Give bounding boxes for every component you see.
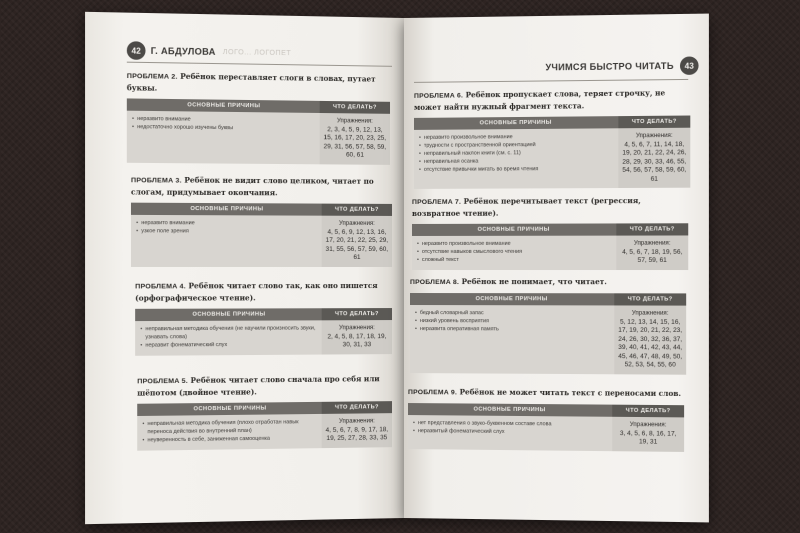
todo-header: ЧТО ДЕЛАТЬ? <box>612 405 684 418</box>
bullet-icon: • <box>416 256 419 263</box>
todo-header: ЧТО ДЕЛАТЬ? <box>322 204 392 216</box>
right-page <box>404 14 709 523</box>
cause-text: неуверенность в себе, заниженная самооценка <box>147 435 270 444</box>
problem-title <box>408 386 684 400</box>
list-item <box>413 427 607 437</box>
causes-list <box>412 236 616 270</box>
exercises-label: Упражнения: <box>633 240 671 247</box>
cause-text: сложный текст <box>421 256 459 263</box>
problem-table <box>412 223 688 269</box>
list-item <box>415 325 609 334</box>
problem-block <box>137 373 392 450</box>
cause-text: неправильная методика обучения (не научили произносить звуки, узнавать слова) <box>145 325 316 341</box>
open-book <box>92 18 720 518</box>
bullet-icon: • <box>142 437 145 444</box>
todo-header: ЧТО ДЕЛАТЬ? <box>616 223 688 235</box>
cause-text: трудности с пространственной ориентацией <box>423 142 536 149</box>
exercises-label: Упражнения: <box>336 118 373 125</box>
problem-table <box>137 401 392 450</box>
problem-text: Ребёнок пропускает слова, теряет строчку, не может найти нужный фрагмент текста. <box>413 88 666 112</box>
problem-title <box>127 70 390 97</box>
cause-text: неразвитый фонематический слух <box>417 428 505 435</box>
running-title-right: УЧИМСЯ БЫСТРО ЧИТАТЬ <box>545 60 674 73</box>
problem-text: Ребёнок читает слово сначала про себя или шёпотом (двойное чтение). <box>137 374 380 398</box>
problem-title <box>137 373 392 399</box>
causes-header: ОСНОВНЫЕ ПРИЧИНЫ <box>131 203 322 216</box>
problem-block <box>408 386 684 451</box>
problem-title <box>135 280 392 304</box>
problem-text: Ребёнок перечитывает текст (регрессия, возвратное чтение). <box>411 196 641 218</box>
exercises-numbers: 4, 5, 6, 7, 8, 9, 17, 18, 19, 25, 27, 28, 33, 35 <box>325 425 389 443</box>
bullet-icon: • <box>416 240 419 247</box>
bullet-icon: • <box>142 421 145 428</box>
problem-title <box>131 174 392 199</box>
causes-header: ОСНОВНЫЕ ПРИЧИНЫ <box>408 403 612 417</box>
problem-table <box>127 98 390 164</box>
cause-text: неразвито произвольное внимание <box>421 240 511 247</box>
exercises-label: Упражнения: <box>338 325 375 332</box>
exercises-numbers: 5, 12, 13, 14, 15, 16, 17, 19, 20, 21, 22, 23, 24, 26, 30, 32, 36, 37, 39, 40, 41, 42, 43, 44, 45, 46, 47, 48, 49, 50, 52, 53, 54, 55, 60 <box>618 318 683 369</box>
exercises-numbers: 4, 5, 6, 7, 18, 19, 56, 57, 59, 61 <box>622 248 683 264</box>
problem-label: ПРОБЛЕМА 8. <box>409 279 460 287</box>
bullet-icon: • <box>418 166 421 173</box>
causes-header: ОСНОВНЫЕ ПРИЧИНЫ <box>414 116 618 130</box>
exercises-cell <box>618 128 690 188</box>
problem-text: Ребёнок не видит слово целиком, читает по слогам, придумывает окончания. <box>130 175 374 198</box>
problem-block <box>410 276 686 374</box>
bullet-icon: • <box>136 228 139 235</box>
bullet-icon: • <box>136 220 139 227</box>
left-page <box>85 12 404 524</box>
bullet-icon: • <box>414 318 417 325</box>
problem-table <box>414 115 690 188</box>
exercises-numbers: 2, 4, 5, 8, 17, 18, 19, 30, 31, 33 <box>327 332 387 349</box>
list-item <box>136 227 316 236</box>
exercises-numbers: 4, 5, 6, 7, 11, 14, 18, 19, 20, 21, 22, 24, 26, 28, 29, 30, 33, 46, 55, 54, 56, 57, 58, 59, 60, 61 <box>622 140 687 183</box>
cause-text: неразвит фонематический слух <box>145 342 228 349</box>
problem-label: ПРОБЛЕМА 2. <box>126 72 178 81</box>
list-item <box>140 340 316 349</box>
bullet-icon: • <box>132 124 134 131</box>
bullet-icon: • <box>412 420 415 427</box>
problem-label: ПРОБЛЕМА 5. <box>137 377 188 386</box>
causes-header: ОСНОВНЫЕ ПРИЧИНЫ <box>135 308 322 321</box>
exercises-cell <box>322 413 392 448</box>
causes-list <box>131 215 322 267</box>
bullet-icon: • <box>418 134 421 141</box>
exercises-label: Упражнения: <box>635 132 673 140</box>
running-ghost-text: ЛОГО... ЛОГОПЕТ <box>222 48 292 57</box>
problem-label: ПРОБЛЕМА 3. <box>130 177 182 185</box>
list-item <box>417 256 611 264</box>
bullet-icon: • <box>414 326 417 333</box>
problem-text: Ребёнок читает слово так, как оно пишется (орфографическое чтение). <box>135 281 378 303</box>
causes-list <box>408 415 612 451</box>
cause-text: бедный словарный запас <box>419 310 484 317</box>
list-item <box>140 324 316 341</box>
exercises-cell <box>616 235 688 269</box>
bullet-icon: • <box>418 150 421 157</box>
causes-list <box>137 414 321 450</box>
problem-table <box>408 403 684 451</box>
todo-header: ЧТО ДЕЛАТЬ? <box>322 308 392 320</box>
bullet-icon: • <box>140 326 143 333</box>
exercises-label: Упражнения: <box>338 220 375 227</box>
exercises-label: Упражнения: <box>631 310 669 317</box>
problem-text: Ребёнок переставляет слоги в словах, путает буквы. <box>126 71 376 93</box>
exercises-cell <box>614 305 686 374</box>
todo-header: ЧТО ДЕЛАТЬ? <box>322 401 392 414</box>
list-item <box>132 123 315 133</box>
cause-text: неразвито внимание <box>137 115 191 123</box>
exercises-cell <box>322 216 392 267</box>
exercises-numbers: 3, 4, 5, 6, 8, 16, 17, 19, 31 <box>619 429 677 446</box>
problem-title <box>414 87 690 113</box>
header-rule-right <box>414 79 688 83</box>
bullet-icon: • <box>418 142 421 149</box>
list-item <box>419 165 613 174</box>
page-number-left: 42 <box>127 41 146 60</box>
problem-label: ПРОБЛЕМА 7. <box>411 198 462 206</box>
causes-list <box>135 320 322 355</box>
causes-header: ОСНОВНЫЕ ПРИЧИНЫ <box>412 223 616 236</box>
list-item <box>142 418 316 436</box>
problem-label: ПРОБЛЕМА 6. <box>413 92 464 100</box>
page-number-right: 43 <box>680 56 699 75</box>
exercises-cell <box>322 320 392 354</box>
problem-label: ПРОБЛЕМА 4. <box>135 283 186 291</box>
exercises-label: Упражнения: <box>338 418 375 425</box>
list-item <box>417 248 611 256</box>
problem-table <box>135 308 392 355</box>
bullet-icon: • <box>416 248 419 255</box>
causes-header: ОСНОВНЫЕ ПРИЧИНЫ <box>127 98 320 113</box>
cause-text: отсутствие навыков смыслового чтения <box>421 248 523 255</box>
problem-table <box>131 203 392 267</box>
header-rule-left <box>127 62 392 67</box>
cause-text: недостаточно хорошо изучены буквы <box>137 124 234 132</box>
problem-title <box>410 276 686 288</box>
causes-header: ОСНОВНЫЕ ПРИЧИНЫ <box>137 402 321 416</box>
exercises-numbers: 2, 3, 4, 5, 9, 12, 13, 15, 16, 17, 20, 23, 25, 29, 31, 56, 57, 58, 59, 60, 61 <box>323 125 387 159</box>
problem-block <box>131 174 392 266</box>
problem-table <box>410 293 686 374</box>
bullet-icon: • <box>132 115 134 123</box>
cause-text: неправильная осанка <box>423 158 479 165</box>
cause-text: неправильная методика обучения (плохо отработан навык переноса действия во внутренний план) <box>147 419 299 436</box>
cause-text: неправильный наклон книги (см. с. 11) <box>423 150 521 157</box>
problem-block <box>135 280 392 355</box>
problem-block <box>412 195 688 270</box>
problem-block <box>414 87 690 189</box>
running-title-left: Г. АБДУЛОВА <box>150 45 216 57</box>
exercises-numbers: 4, 5, 6, 9, 12, 13, 16, 17, 20, 21, 22, 25, 29, 31, 55, 56, 57, 59, 60, 61 <box>325 228 389 261</box>
causes-list <box>127 111 320 164</box>
bullet-icon: • <box>140 342 143 349</box>
todo-header: ЧТО ДЕЛАТЬ? <box>618 115 690 128</box>
problem-text: Ребёнок не понимает, что читает. <box>461 277 607 287</box>
cause-text: нет представления о звуко-буквенном составе слова <box>417 420 552 428</box>
todo-header: ЧТО ДЕЛАТЬ? <box>320 101 390 114</box>
causes-header: ОСНОВНЫЕ ПРИЧИНЫ <box>410 293 614 305</box>
problem-label: ПРОБЛЕМА 9. <box>407 389 458 397</box>
bullet-icon: • <box>414 310 417 317</box>
exercises-label: Упражнения: <box>629 421 667 429</box>
problem-title <box>412 195 688 219</box>
causes-list <box>410 305 614 374</box>
left-page-header <box>127 41 291 62</box>
todo-header: ЧТО ДЕЛАТЬ? <box>614 293 686 305</box>
cause-text: неразвито внимание <box>141 220 195 227</box>
list-item <box>417 240 611 248</box>
causes-list <box>414 128 618 189</box>
bullet-icon: • <box>412 428 415 435</box>
problem-block <box>127 70 390 165</box>
cause-text: отсутствие привычки мигать во время чтения <box>423 166 539 173</box>
cause-text: неразвито произвольное внимание <box>423 134 513 141</box>
cause-text: узкое поле зрения <box>141 228 189 235</box>
cause-text: низкий уровень восприятия <box>419 318 489 325</box>
problem-text: Ребёнок не может читать текст с переносами слов. <box>459 387 682 399</box>
exercises-cell <box>612 417 684 452</box>
list-item <box>142 434 316 444</box>
right-page-header <box>545 56 698 76</box>
exercises-cell <box>320 113 390 164</box>
cause-text: неразвита оперативная память <box>419 326 499 333</box>
bullet-icon: • <box>418 158 421 165</box>
